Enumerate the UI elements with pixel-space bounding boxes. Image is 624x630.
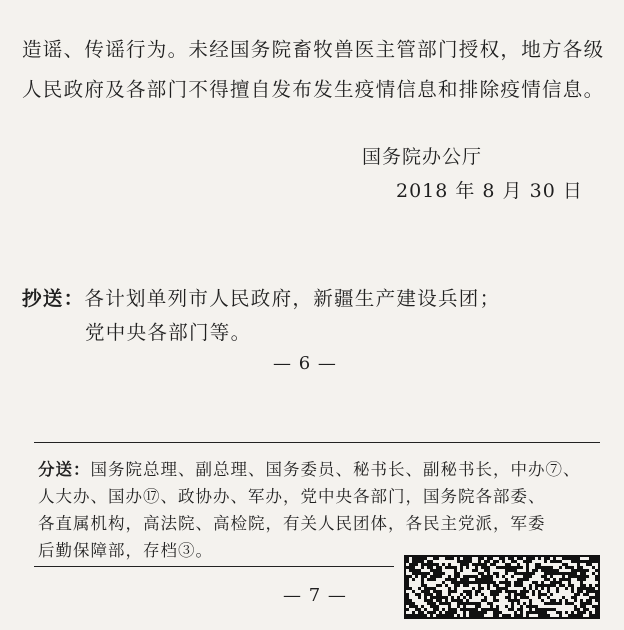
bottom-rule (34, 566, 394, 567)
distribution-recipients-1: 国务院总理、副总理、国务委员、秘书长、副秘书长，中办⑦、 (90, 460, 581, 479)
page-number-7: — 7 — (283, 585, 347, 606)
distribution-line-4: 后勤保障部，存档③。 (38, 541, 213, 560)
cc-line-2: 党中央各部门等。 (85, 321, 252, 344)
top-rule (34, 442, 600, 443)
distribution-line-1 (38, 456, 581, 480)
body-text-line-1: 造谣、传谣行为。未经国务院畜牧兽医主管部门授权，地方各级 (22, 38, 605, 61)
distribution-line-3: 各直属机构，高法院、高检院，有关人民团体，各民主党派，军委 (38, 514, 546, 533)
barcode-icon (404, 555, 600, 619)
issue-date: 2018 年 8 月 30 日 (396, 180, 583, 202)
distribution-line-2: 人大办、国办⑰、政协办、军办，党中央各部门，国务院各部委、 (38, 487, 546, 506)
issuer-name: 国务院办公厅 (362, 146, 483, 168)
body-text-line-2: 人民政府及各部门不得擅自发布发生疫情信息和排除疫情信息。 (22, 78, 605, 101)
page-number-6: — 6 — (273, 353, 337, 374)
cc-label: 抄送： (22, 287, 85, 310)
cc-recipients-1: 各计划单列市人民政府，新疆生产建设兵团； (84, 287, 501, 310)
distribution-label: 分送： (38, 460, 91, 479)
cc-line-1 (22, 283, 500, 311)
